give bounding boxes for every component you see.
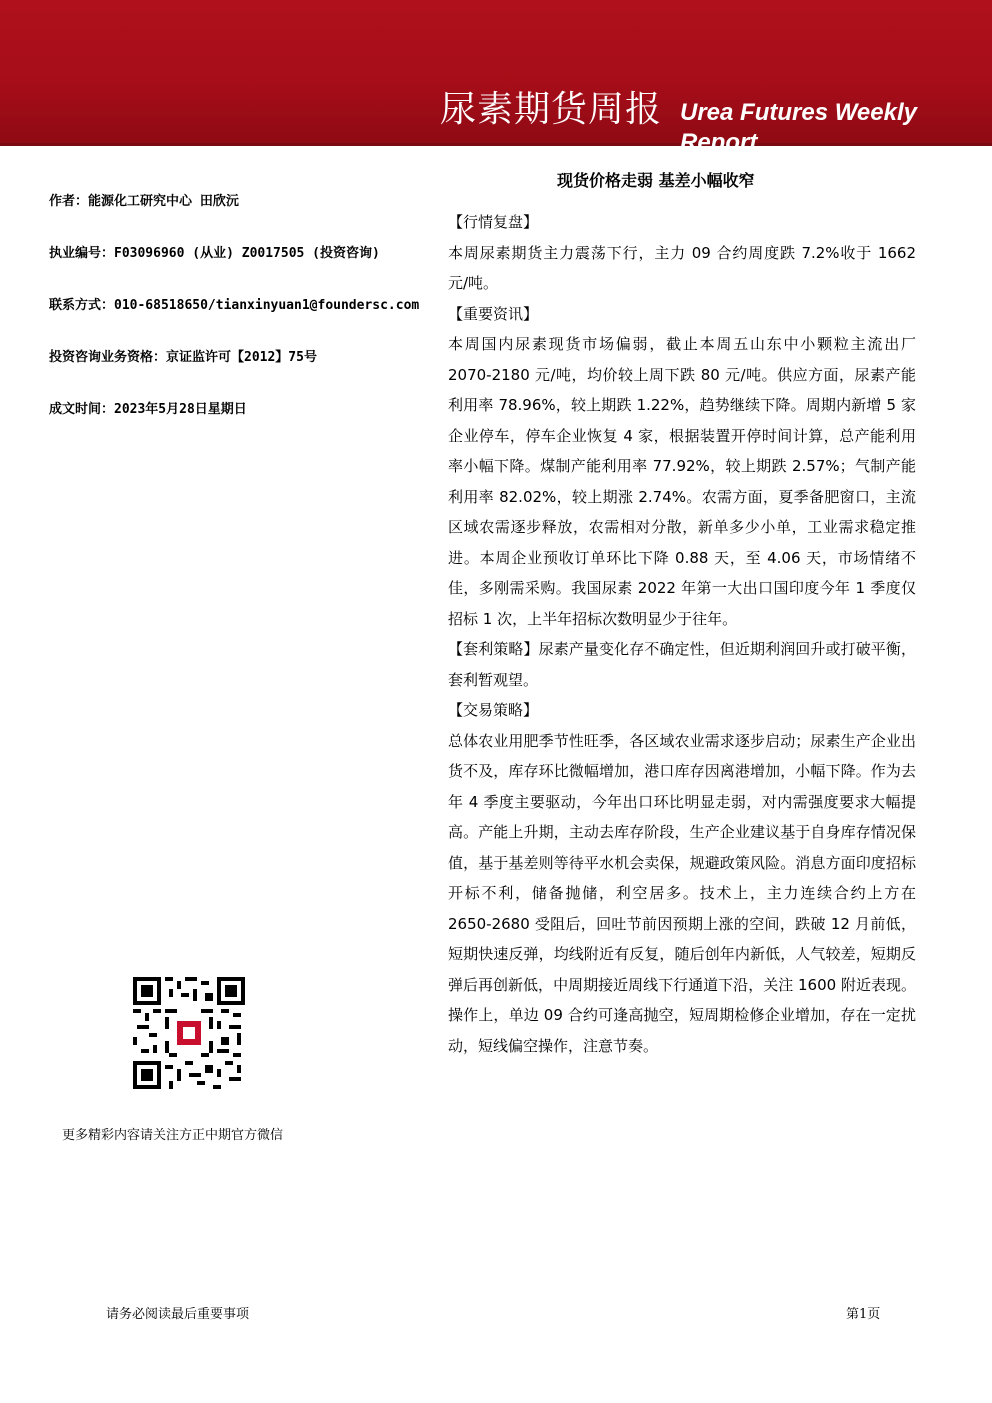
article-headline: 现货价格走弱 基差小幅收窄 — [557, 171, 755, 190]
section-text-news: 本周国内尿素现货市场偏弱，截止本周五山东中小颗粒主流出厂 2070-2180 元/吨，均价较上周下跌 80 元/吨。供应方面，尿素产能利用率 78.96%，较上期跌 1.22%，趋势继续下降。周期内新增 5 家企业停车，停车企业恢复 4 家，根据装置开停时间计算，总产能利用率小幅下降。煤制产能利用率 77.92%，较上期跌 2.57%；气制产能利用率 82.02%，较上期涨 2.74%。农需方面，夏季备肥窗口，主流区域农需逐步释放，农需相对分散，新单多少小单，工业需求稳定推进。本周企业预收订单环比下降 0.88 天，至 4.06 天，市场情绪不佳，多刚需采购。我国尿素 2022 年第一大出口国印度今年 1 季度仅招标 1 次，上半年招标次数明显少于往年。 — [448, 335, 916, 628]
qr-caption: 更多精彩内容请关注方正中期官方微信 — [62, 1128, 284, 1143]
wechat-qr-code — [133, 977, 245, 1089]
qualification-line: 投资咨询业务资格：京证监许可【2012】75号 — [49, 350, 317, 365]
section-title-review: 【行情复盘】 — [448, 213, 539, 231]
section-title-news: 【重要资讯】 — [448, 304, 539, 323]
section-text-strategy: 总体农业用肥季节性旺季，各区域农业需求逐步启动；尿素生产企业出货不及，库存环比微幅增加，港口库存因离港增加，小幅下降。作为去年 4 季度主要驱动，今年出口环比明显走弱，对内需强度要求大幅提高。产能上升期，主动去库存阶段，生产企业建议基于自身库存情况保值，基于基差则等待平水机会卖保，规避政策风险。消息方面印度招标开标不利，储备抛储，利空居多。技术上，主力连续合约上方在 2650-2680 受阻后，回吐节前因预期上涨的空间，跌破 12 月前低，短期快速反弹，均线附近有反复，随后创年内新低，人气较差，短期反弹后再创新低，中周期接近周线下行通道下沿，关注 1600 附近表现。操作上，单边 09 合约可逢高抛空，短周期检修企业增加，存在一定扰动，短线偏空操作，注意节奏。 — [448, 731, 916, 1055]
article-body — [448, 207, 916, 1061]
page-number: 第1页 — [846, 1307, 881, 1322]
contact-line: 联系方式：010-68518650/tianxinyuan1@foundersc.com — [49, 298, 420, 313]
report-title-en: Urea Futures Weekly Report — [680, 99, 917, 156]
report-title-cn: 尿素期货周报 — [440, 89, 663, 130]
section-arbitrage: 【套利策略】尿素产量变化存不确定性，但近期利润回升或打破平衡，套利暂观望。 — [448, 640, 916, 689]
date-line: 成文时间：2023年5月28日星期日 — [49, 402, 247, 417]
license-line: 执业编号：F03096960 (从业) Z0017505 (投资咨询) — [49, 246, 380, 261]
section-title-strategy: 【交易策略】 — [448, 701, 539, 719]
section-text-review: 本周尿素期货主力震荡下行，主力 09 合约周度跌 7.2%收于 1662 元/吨。 — [448, 243, 916, 292]
author-line: 作者：能源化工研究中心 田欣沅 — [49, 194, 239, 209]
footer-notice: 请务必阅读最后重要事项 — [106, 1307, 250, 1322]
